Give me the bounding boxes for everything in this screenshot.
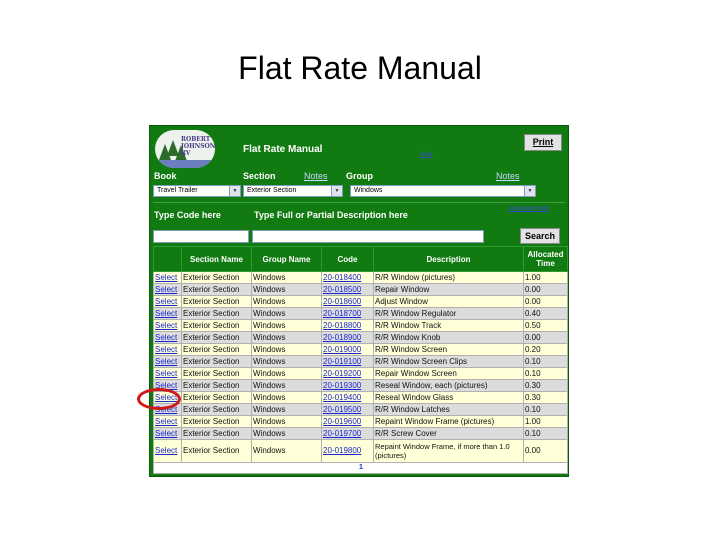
time-cell: 0.30	[524, 380, 568, 392]
table-row	[154, 356, 568, 368]
select-link[interactable]: Select	[154, 416, 182, 428]
group-cell: Windows	[252, 332, 322, 344]
select-link[interactable]: Select	[154, 428, 182, 440]
logo-water	[155, 160, 215, 168]
description-cell: R/R Window Regulator	[374, 308, 524, 320]
time-cell: 0.10	[524, 368, 568, 380]
description-cell: Repaint Window Frame, if more than 1.0 (pictures)	[374, 440, 524, 463]
section-select[interactable]	[243, 185, 343, 197]
select-link[interactable]: Select	[154, 284, 182, 296]
section-cell: Exterior Section	[182, 272, 252, 284]
section-cell: Exterior Section	[182, 332, 252, 344]
time-cell: 0.00	[524, 440, 568, 463]
col-section: Section Name	[182, 247, 252, 272]
description-cell: R/R Screw Cover	[374, 428, 524, 440]
table-row	[154, 416, 568, 428]
group-cell: Windows	[252, 356, 322, 368]
group-cell: Windows	[252, 428, 322, 440]
description-cell: R/R Window Knob	[374, 332, 524, 344]
table-row	[154, 296, 568, 308]
select-link[interactable]: Select	[154, 392, 182, 404]
group-cell: Windows	[252, 368, 322, 380]
section-cell: Exterior Section	[182, 368, 252, 380]
logo-text: ROBERT JOHNSON RV	[181, 136, 215, 157]
table-row	[154, 344, 568, 356]
description-cell: Adjust Window	[374, 296, 524, 308]
description-cell: Repaint Window Frame (pictures)	[374, 416, 524, 428]
description-cell: Reseal Window, each (pictures)	[374, 380, 524, 392]
code-link[interactable]: 20-018400	[322, 272, 374, 284]
time-cell: 0.10	[524, 356, 568, 368]
pager-row	[154, 463, 568, 474]
results-table	[153, 246, 568, 474]
section-cell: Exterior Section	[182, 296, 252, 308]
group-cell: Windows	[252, 392, 322, 404]
advanced-help-link[interactable]: Advanced Help	[508, 206, 549, 212]
description-cell: R/R Window Track	[374, 320, 524, 332]
description-cell: Repair Window Screen	[374, 368, 524, 380]
page-number-link[interactable]: 1	[154, 463, 568, 474]
company-logo	[155, 130, 215, 168]
table-row	[154, 284, 568, 296]
description-cell: R/R Window Screen	[374, 344, 524, 356]
flat-rate-app	[149, 125, 569, 477]
select-link[interactable]: Select	[154, 344, 182, 356]
table-row	[154, 332, 568, 344]
app-title: Flat Rate Manual	[243, 144, 323, 155]
group-select[interactable]	[350, 185, 536, 197]
description-cell: R/R Window (pictures)	[374, 272, 524, 284]
chevron-down-icon[interactable]: ▼	[524, 186, 535, 196]
group-cell: Windows	[252, 284, 322, 296]
code-link[interactable]: 20-018800	[322, 320, 374, 332]
code-link[interactable]: 20-019200	[322, 368, 374, 380]
code-link[interactable]: 20-019700	[322, 428, 374, 440]
group-cell: Windows	[252, 272, 322, 284]
time-cell: 0.00	[524, 332, 568, 344]
group-cell: Windows	[252, 440, 322, 463]
group-cell: Windows	[252, 416, 322, 428]
group-cell: Windows	[252, 308, 322, 320]
table-row	[154, 272, 568, 284]
code-link[interactable]: 20-019000	[322, 344, 374, 356]
time-cell: 0.10	[524, 404, 568, 416]
table-row	[154, 308, 568, 320]
code-link[interactable]: 20-018500	[322, 284, 374, 296]
table-row	[154, 392, 568, 404]
chevron-down-icon[interactable]: ▼	[229, 186, 240, 196]
select-link[interactable]: Select	[154, 308, 182, 320]
section-cell: Exterior Section	[182, 392, 252, 404]
description-cell: Repair Window	[374, 284, 524, 296]
table-row	[154, 404, 568, 416]
select-link[interactable]: Select	[154, 440, 182, 463]
group-label: Group	[346, 171, 373, 181]
desc-search-label: Type Full or Partial Description here	[254, 210, 408, 220]
section-cell: Exterior Section	[182, 356, 252, 368]
group-cell: Windows	[252, 404, 322, 416]
group-cell: Windows	[252, 380, 322, 392]
print-button[interactable]: Print	[524, 134, 562, 151]
group-cell: Windows	[252, 344, 322, 356]
section-cell: Exterior Section	[182, 404, 252, 416]
code-link[interactable]: 20-019100	[322, 356, 374, 368]
code-link[interactable]: 20-019500	[322, 404, 374, 416]
section-cell: Exterior Section	[182, 428, 252, 440]
section-notes-link[interactable]: Notes	[304, 171, 328, 181]
group-notes-link[interactable]: Notes	[496, 171, 520, 181]
time-cell: 0.30	[524, 392, 568, 404]
help-link[interactable]: Help	[420, 152, 433, 158]
select-link[interactable]: Select	[154, 272, 182, 284]
chevron-down-icon[interactable]: ▼	[331, 186, 342, 196]
code-link[interactable]: 20-019800	[322, 440, 374, 463]
code-link[interactable]: 20-019400	[322, 392, 374, 404]
code-link[interactable]: 20-018700	[322, 308, 374, 320]
description-cell: R/R Window Screen Clips	[374, 356, 524, 368]
select-link[interactable]: Select	[154, 332, 182, 344]
select-link[interactable]: Select	[154, 296, 182, 308]
code-link[interactable]: 20-019300	[322, 380, 374, 392]
book-select[interactable]	[153, 185, 241, 197]
col-time: Allocated Time	[524, 247, 568, 272]
col-description: Description	[374, 247, 524, 272]
table-row	[154, 320, 568, 332]
time-cell: 0.10	[524, 428, 568, 440]
table-row	[154, 440, 568, 463]
select-link[interactable]: Select	[154, 368, 182, 380]
code-link[interactable]: 20-018900	[322, 332, 374, 344]
select-link[interactable]: Select	[154, 320, 182, 332]
slide-title: Flat Rate Manual	[238, 50, 482, 86]
divider	[153, 202, 565, 203]
time-cell: 0.20	[524, 344, 568, 356]
time-cell: 1.00	[524, 272, 568, 284]
time-cell: 0.50	[524, 320, 568, 332]
table-row	[154, 368, 568, 380]
section-cell: Exterior Section	[182, 416, 252, 428]
table-header	[154, 247, 568, 272]
search-button[interactable]: Search	[520, 228, 560, 244]
section-label: Section	[243, 171, 276, 181]
code-link[interactable]: 20-018600	[322, 296, 374, 308]
time-cell: 1.00	[524, 416, 568, 428]
section-select-value: Exterior Section	[247, 187, 297, 194]
table-row	[154, 428, 568, 440]
code-link[interactable]: 20-019600	[322, 416, 374, 428]
time-cell: 0.00	[524, 284, 568, 296]
code-input[interactable]	[153, 230, 249, 243]
code-search-label: Type Code here	[154, 210, 221, 220]
time-cell: 0.00	[524, 296, 568, 308]
description-cell: Reseal Window Glass	[374, 392, 524, 404]
col-code: Code	[322, 247, 374, 272]
select-link[interactable]: Select	[154, 380, 182, 392]
section-cell: Exterior Section	[182, 344, 252, 356]
time-cell: 0.40	[524, 308, 568, 320]
col-select	[154, 247, 182, 272]
highlight-circle	[137, 388, 181, 410]
section-cell: Exterior Section	[182, 308, 252, 320]
section-cell: Exterior Section	[182, 320, 252, 332]
col-group: Group Name	[252, 247, 322, 272]
book-label: Book	[154, 171, 177, 181]
section-cell: Exterior Section	[182, 440, 252, 463]
group-cell: Windows	[252, 296, 322, 308]
select-link[interactable]: Select	[154, 356, 182, 368]
select-link[interactable]: Select	[154, 404, 182, 416]
description-input[interactable]	[252, 230, 484, 243]
group-cell: Windows	[252, 320, 322, 332]
book-select-value: Travel Trailer	[157, 187, 198, 194]
section-cell: Exterior Section	[182, 284, 252, 296]
section-cell: Exterior Section	[182, 380, 252, 392]
group-select-value: Windows	[354, 187, 383, 194]
table-row	[154, 380, 568, 392]
description-cell: R/R Window Latches	[374, 404, 524, 416]
